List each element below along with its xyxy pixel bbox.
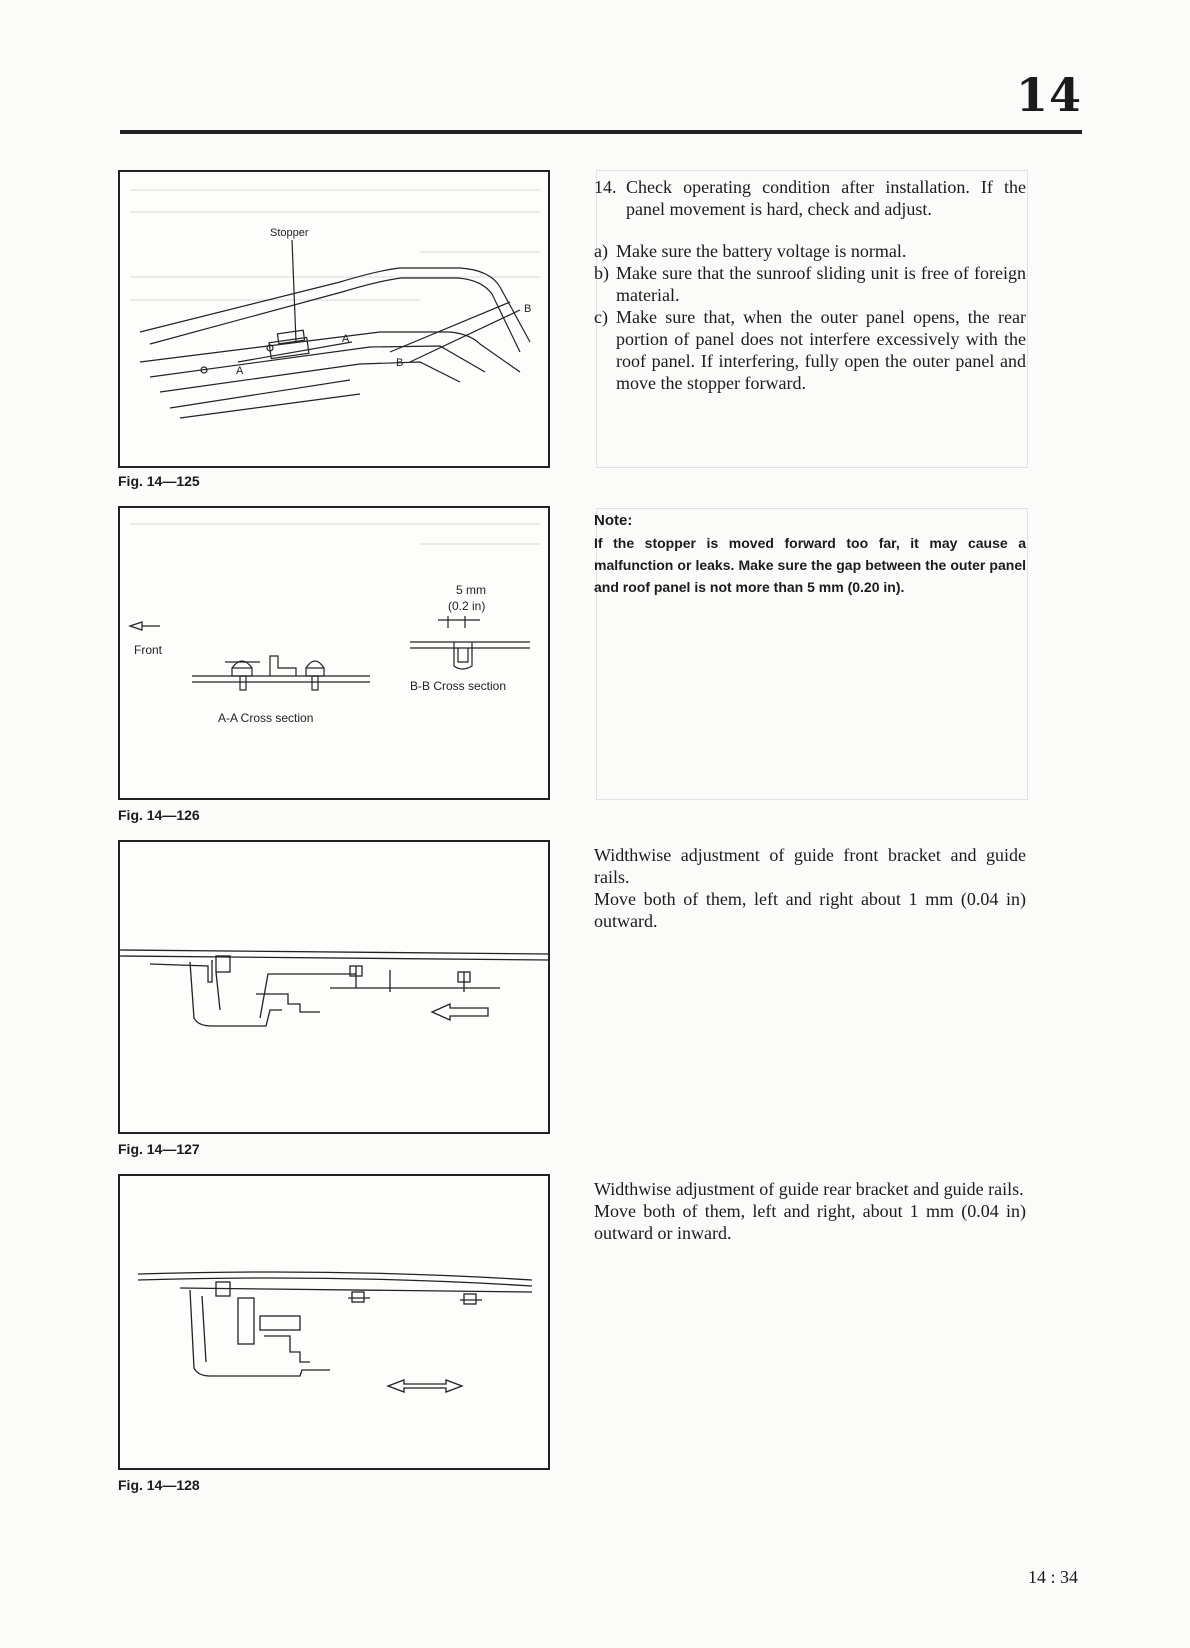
front-bracket-line1: Widthwise adjustment of guide front bracket and guide rails. — [594, 845, 1026, 887]
label-a-left: A — [236, 365, 244, 377]
cross-section-diagram — [120, 508, 548, 798]
front-label: Front — [134, 643, 163, 657]
note-text: If the stopper is moved forward too far, it may cause a malfunction or leaks. Make sure the gap between the outer panel and roof panel is not more than 5 mm (0.20 in). — [594, 535, 1026, 595]
label-a-right: A — [342, 333, 350, 345]
note-block — [594, 510, 1026, 598]
gap-mm-label: 5 mm — [456, 583, 486, 597]
page-number: 14 : 34 — [1027, 1567, 1078, 1587]
step-14 — [594, 176, 1026, 394]
figure-14-125 — [118, 170, 550, 468]
bb-section-label: B-B Cross section — [410, 679, 507, 693]
rear-bracket-diagram — [120, 1176, 548, 1468]
header-rule — [120, 130, 1082, 134]
front-bracket-text — [594, 844, 1026, 932]
fig-caption-127: Fig. 14—127 — [118, 1141, 200, 1157]
figure-14-126 — [118, 506, 550, 800]
aa-section-label: A-A Cross section — [218, 711, 314, 725]
fig-caption-126: Fig. 14—126 — [118, 807, 200, 823]
front-bracket-line2: Move both of them, left and right about 1 mm (0.04 in) outward. — [594, 889, 1026, 931]
check-item-c: c) Make sure that, when the outer panel opens, the rear portion of panel does not interfere excessively with the roof panel. If interfering, fully open the outer panel and move the stopper forward. — [594, 307, 1026, 393]
step-14-intro — [594, 176, 1026, 220]
label-b-top: B — [524, 303, 532, 315]
gap-in-label: (0.2 in) — [448, 599, 486, 613]
figure-14-127 — [118, 840, 550, 1134]
fig-caption-125: Fig. 14—125 — [118, 473, 200, 489]
rear-bracket-line2: Move both of them, left and right, about 1 mm (0.04 in) outward or inward. — [594, 1201, 1026, 1243]
check-item-b: b) Make sure that the sunroof sliding unit is free of foreign material. — [594, 263, 1026, 305]
rear-bracket-text — [594, 1178, 1026, 1244]
label-b-bottom: B — [396, 357, 404, 369]
stopper-label: Stopper — [270, 227, 309, 239]
rear-bracket-line1: Widthwise adjustment of guide rear bracket and guide rails. — [594, 1179, 1024, 1199]
front-bracket-diagram — [120, 842, 548, 1132]
chapter-number: 14 — [1015, 68, 1082, 122]
stopper-diagram — [120, 172, 548, 466]
figure-14-128 — [118, 1174, 550, 1470]
note-title: Note: — [594, 512, 633, 529]
step-number: 14. — [594, 177, 617, 197]
step-14-text: Check operating condition after installation. If the panel movement is hard, check and adjust. — [626, 177, 1026, 219]
check-item-a: a) Make sure the battery voltage is normal. — [594, 241, 907, 261]
fig-caption-128: Fig. 14—128 — [118, 1477, 200, 1493]
